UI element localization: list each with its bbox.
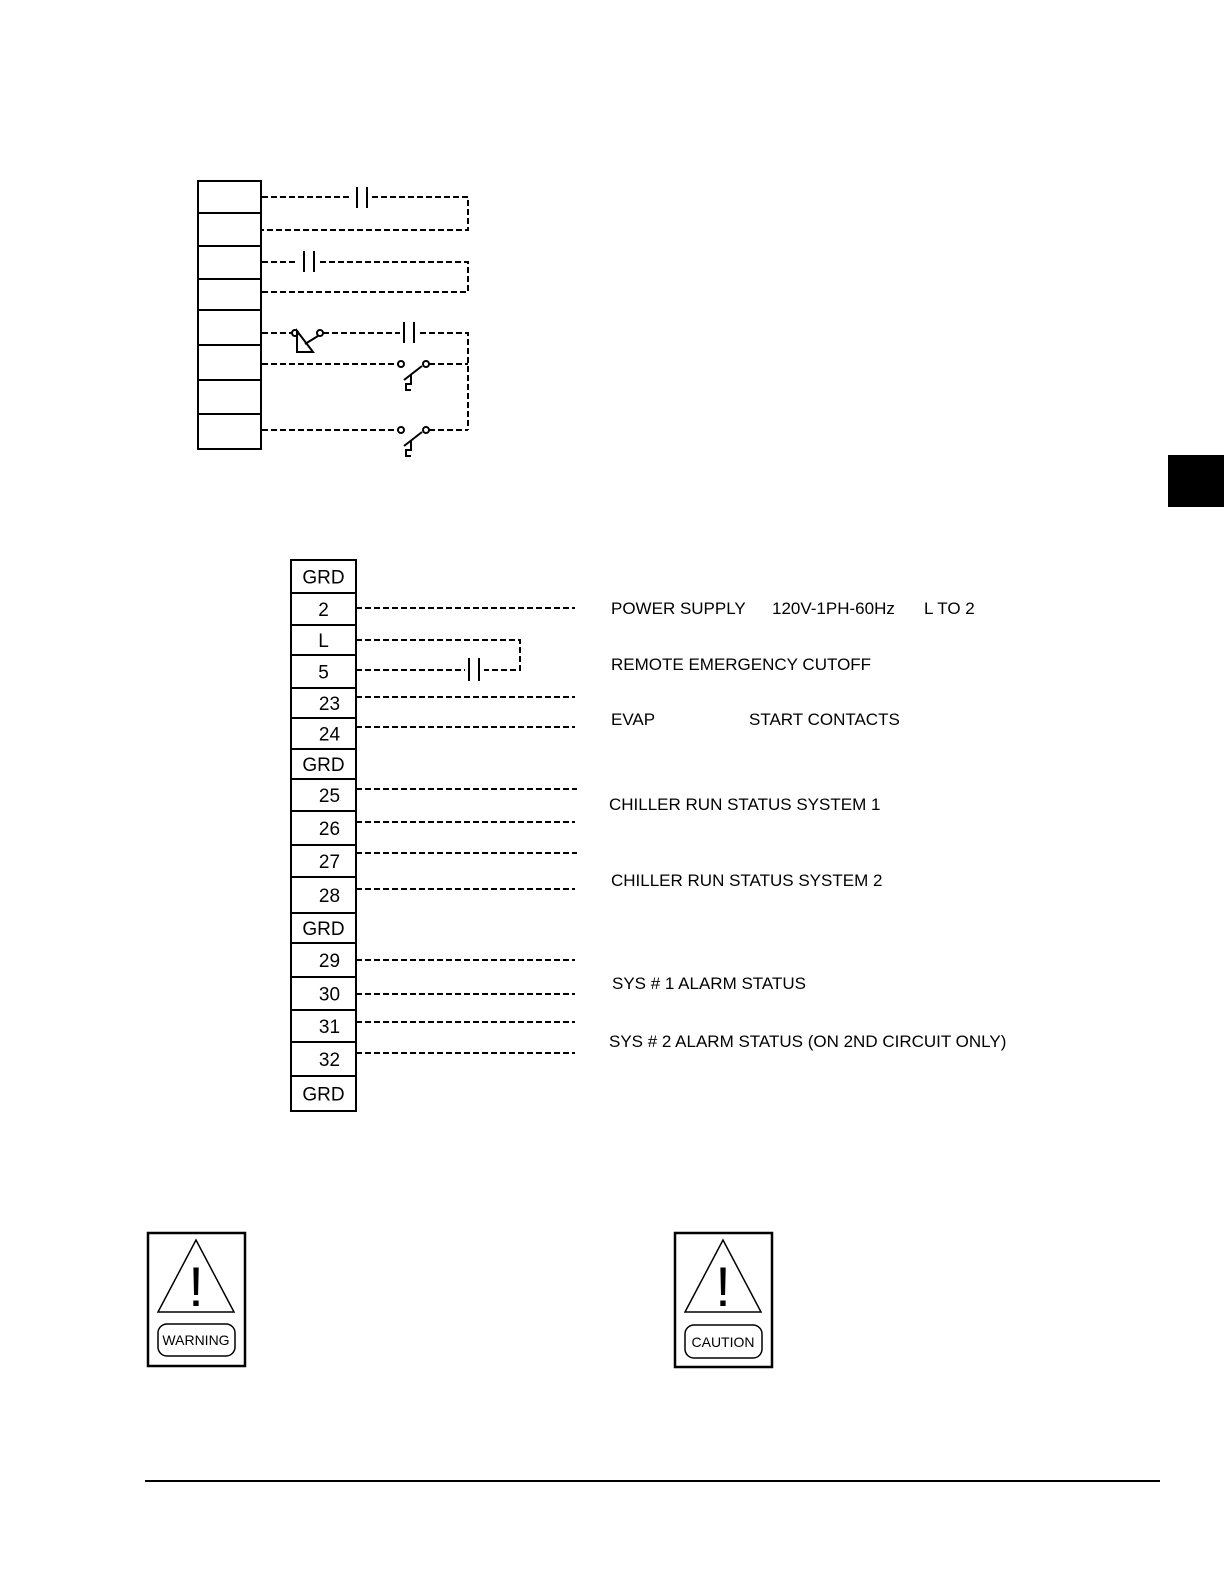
- terminal-label: GRD: [302, 1084, 345, 1106]
- upper-wiring: [262, 187, 468, 456]
- terminal-label: 23: [318, 694, 341, 715]
- no-contact-icon: [304, 251, 314, 272]
- upper-terminal-2: [198, 213, 261, 246]
- warning-label: WARNING: [162, 1332, 230, 1348]
- upper-terminal-3: [198, 246, 261, 279]
- terminal-label: 5: [318, 662, 329, 684]
- upper-terminal-5: [198, 310, 261, 345]
- run-status-1-label: CHILLER RUN STATUS SYSTEM 1: [609, 795, 881, 814]
- cutoff-contact-icon: [469, 658, 479, 681]
- section-tab: [1168, 455, 1224, 507]
- no-contact-icon: [404, 322, 414, 343]
- terminal-block: [291, 560, 356, 1111]
- terminal-label: GRD: [302, 755, 345, 776]
- caution-exclamation: !: [715, 1255, 731, 1318]
- remote-cutoff-label: REMOTE EMERGENCY CUTOFF: [611, 655, 872, 674]
- power-spec-label: 120V-1PH-60Hz: [772, 599, 895, 618]
- power-lto2-label: L TO 2: [924, 599, 975, 618]
- warning-symbol: [148, 1233, 245, 1366]
- alarm-1-label: SYS # 1 ALARM STATUS: [612, 974, 806, 993]
- alarm-2-label: SYS # 2 ALARM STATUS (ON 2ND CIRCUIT ONLY): [609, 1032, 1007, 1051]
- terminal-label: 2: [318, 600, 329, 621]
- wire-labels: [609, 599, 1006, 1051]
- upper-wire-3c: [420, 333, 468, 430]
- terminal-label: GRD: [302, 567, 345, 589]
- upper-terminal-7: [198, 380, 261, 414]
- terminal-label: 26: [318, 819, 341, 840]
- terminal-label: 31: [318, 1017, 341, 1038]
- no-contact-icon: [357, 187, 367, 208]
- upper-wire-2b: [262, 262, 468, 292]
- upper-terminal-8: [198, 414, 261, 449]
- warning-exclamation: !: [188, 1255, 204, 1318]
- upper-wire-1b: [262, 197, 468, 230]
- run-status-2-label: CHILLER RUN STATUS SYSTEM 2: [611, 871, 883, 890]
- terminal-label: 25: [318, 786, 341, 807]
- power-supply-label: POWER SUPPLY: [611, 599, 746, 618]
- pressure-switch-icon: [404, 366, 422, 390]
- terminal-wiring: [356, 608, 577, 1053]
- terminal-label: 29: [318, 951, 341, 972]
- upper-terminal-1: [198, 181, 261, 213]
- evap-label: EVAP: [611, 710, 656, 729]
- caution-label: CAUTION: [691, 1334, 755, 1350]
- terminal-label: 24: [318, 724, 341, 746]
- terminal-label: 27: [318, 852, 341, 873]
- upper-terminal-4: [198, 279, 261, 310]
- terminal-label: 32: [318, 1050, 341, 1071]
- terminal-label: L: [318, 631, 329, 652]
- wire-terminal-L: [356, 640, 520, 670]
- caution-symbol: [675, 1233, 772, 1367]
- flow-switch-icon: [297, 331, 318, 352]
- terminal-label: GRD: [302, 919, 345, 940]
- start-contacts-label: START CONTACTS: [749, 710, 900, 729]
- terminal-label: 28: [318, 886, 341, 907]
- upper-terminal-6: [198, 345, 261, 380]
- upper-terminal-strip: [198, 181, 261, 449]
- terminal-label: 30: [318, 984, 341, 1006]
- pressure-switch-icon: [404, 432, 422, 456]
